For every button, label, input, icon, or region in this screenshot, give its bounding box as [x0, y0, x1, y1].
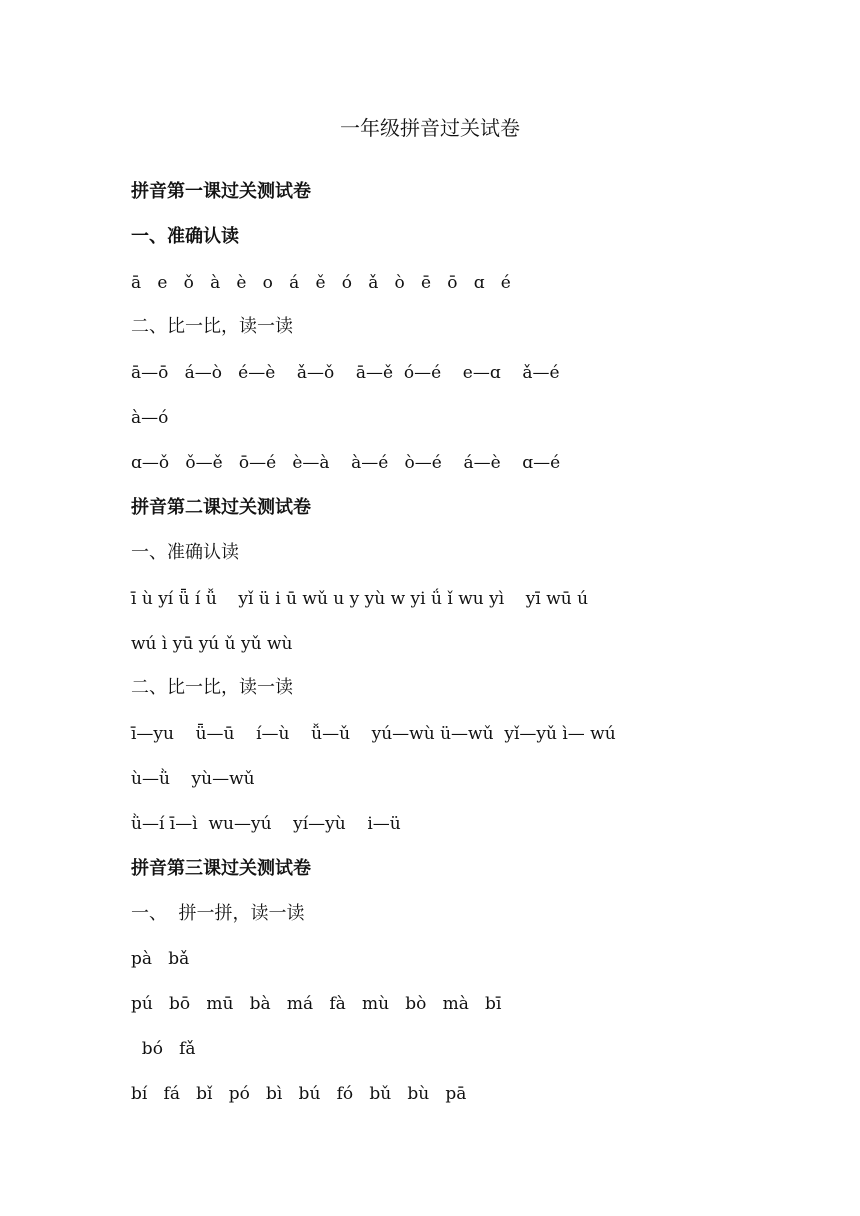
- lesson-1-section-1-heading: 一、准确认读: [131, 226, 239, 247]
- document-title: 一年级拼音过关试卷: [340, 116, 520, 140]
- lesson-1-section-2-heading: 二、比一比，读一读: [131, 316, 293, 337]
- lesson-1-heading: 拼音第一课过关测试卷: [131, 181, 311, 202]
- lesson-2-section-1-heading: 一、准确认读: [131, 542, 239, 563]
- lesson-2-section-2-heading: 二、比一比，读一读: [131, 677, 293, 698]
- lesson-2-reading-line-2: wú ì yū yú ǔ yǔ wù: [131, 634, 293, 654]
- lesson-2-reading-line-1: ī ù yí ǖ í ǚ yǐ ü i ū wǔ u y yù w yi ǘ ǐ wu yì yī wū ú: [131, 589, 589, 609]
- lesson-3-heading: 拼音第三课过关测试卷: [131, 858, 311, 879]
- lesson-2-compare-line-2: ù—ǜ yù—wǔ: [131, 769, 255, 789]
- lesson-3-syllable-line-3: bó fǎ: [131, 1039, 196, 1059]
- lesson-3-syllable-line-2: pú bō mū bà má fà mù bò mà bī: [131, 994, 502, 1014]
- lesson-2-compare-line-1: ī—yu ǖ—ū í—ù ǚ—ǔ yú—wù ü—wǔ yǐ—yǔ ì— wú: [131, 724, 616, 744]
- lesson-3-syllable-line-4: bí fá bǐ pó bì bú fó bǔ bù pā: [131, 1084, 467, 1104]
- lesson-1-compare-line-1: ā—ō á—ò é—è ǎ—ǒ ā—ě ó—é e—ɑ ǎ—é: [131, 363, 560, 383]
- lesson-2-heading: 拼音第二课过关测试卷: [131, 497, 311, 518]
- lesson-3-section-1-heading: 一、 拼一拼，读一读: [131, 903, 305, 924]
- lesson-2-compare-line-3: ǜ—í ī—ì wu—yú yí—yù i—ü: [131, 814, 401, 834]
- lesson-1-compare-line-2: à—ó: [131, 408, 169, 428]
- lesson-3-syllable-line-1: pà bǎ: [131, 949, 190, 969]
- lesson-1-compare-line-3: ɑ—ǒ ǒ—ě ō—é è—à à—é ò—é á—è ɑ—é: [131, 453, 561, 473]
- lesson-1-reading-line: ā e ǒ à è o á ě ó ǎ ò ē ō ɑ é: [131, 273, 511, 293]
